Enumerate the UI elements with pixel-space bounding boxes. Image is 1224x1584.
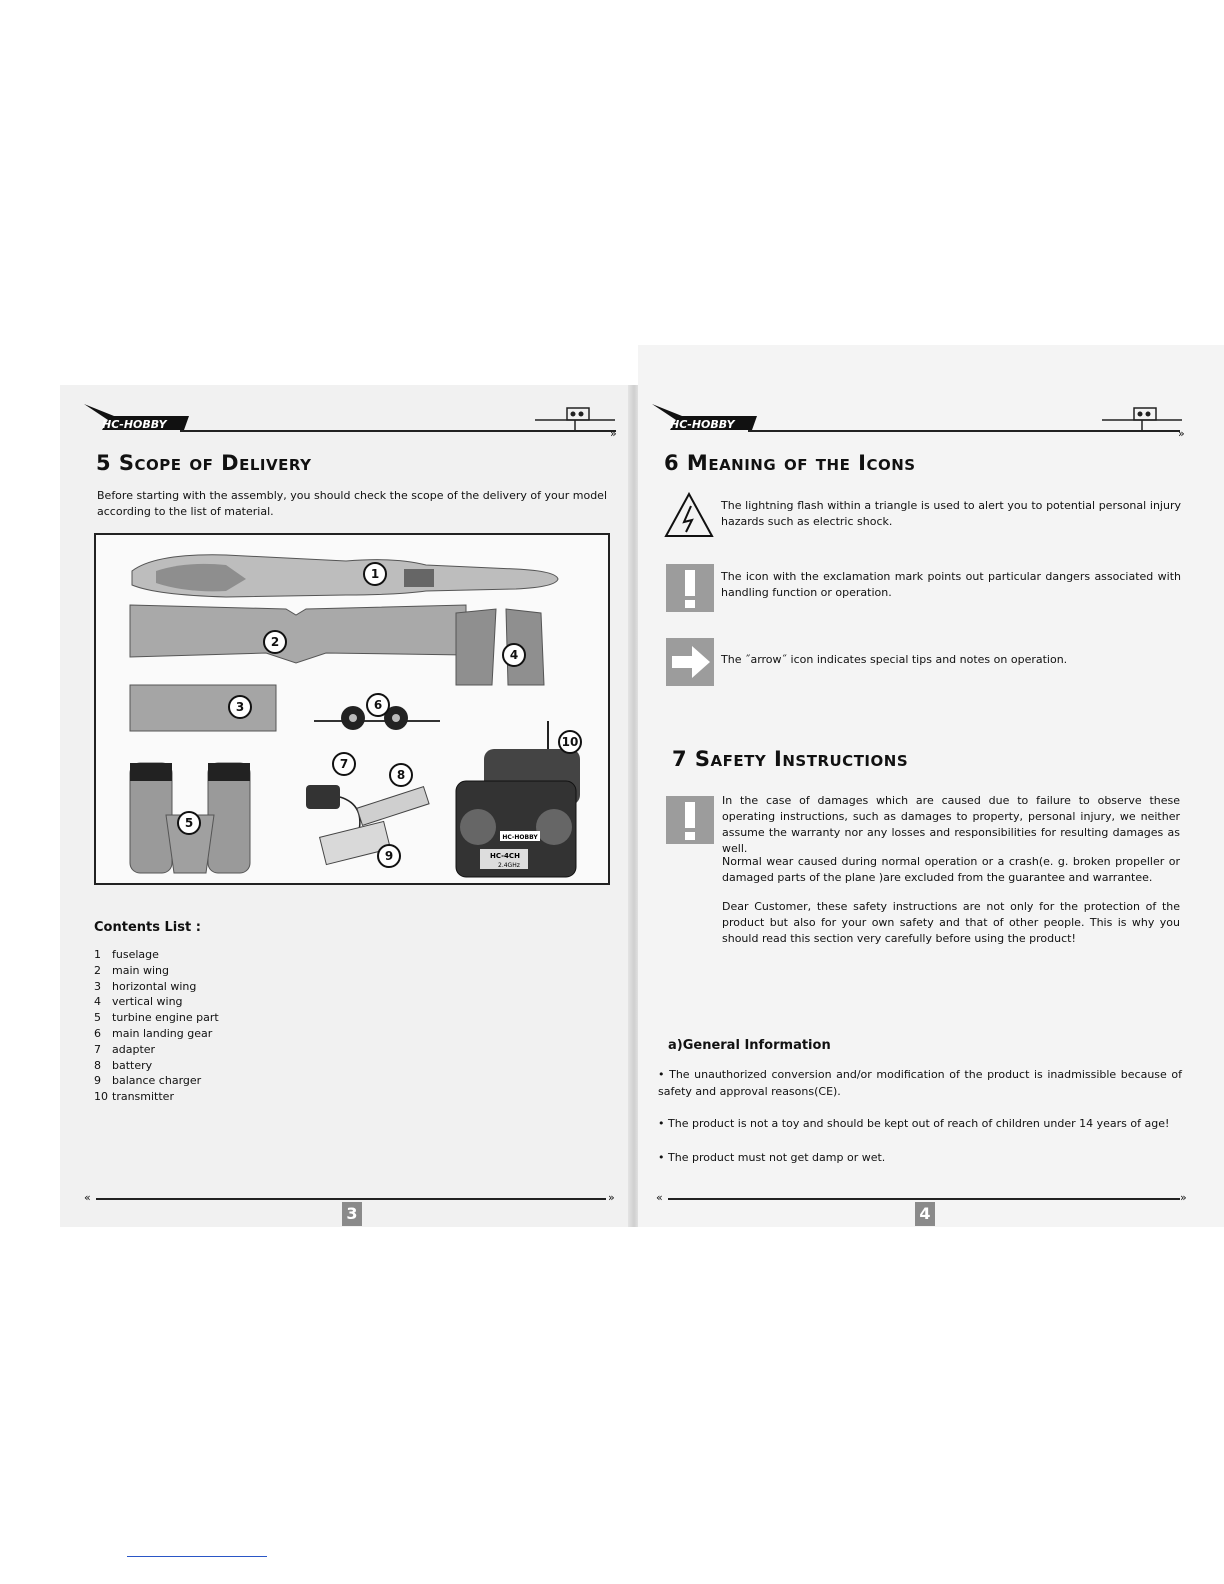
general-information-title: a)General Information <box>668 1038 831 1053</box>
transmitter-brand-label: HC-HOBBY <box>502 834 538 841</box>
list-item: 3 horizontal wing <box>94 979 197 993</box>
callout-9: 9 <box>377 844 401 868</box>
list-item: 1 fuselage <box>94 948 159 961</box>
callout-6: 6 <box>366 693 390 717</box>
scope-intro: Before starting with the assembly, you should check the scope of the delivery of your model according to the list of material. <box>97 489 607 518</box>
list-item: 2 main wing <box>94 963 169 977</box>
section-title-icons: 6 Meaning of the Icons <box>664 451 916 475</box>
list-item: 5 turbine engine part <box>94 1011 219 1025</box>
logo-text-right: HC-HOBBY <box>670 418 735 431</box>
safety-paragraph-1: In the case of damages which are caused due to failure to observe these operating instructions, such as damages to property, personal injury, we neither assume the warranty nor any losses and responsibilities for resulting damages as well. <box>722 794 1180 855</box>
header-arrow-right-2: » <box>1178 427 1185 440</box>
arrow-tip-icon <box>666 638 714 686</box>
icon-text-exclamation: The icon with the exclamation mark points out particular dangers associated with handling function or operation. <box>721 570 1181 599</box>
callout-3: 3 <box>228 695 252 719</box>
left-footer-rule <box>96 1198 606 1200</box>
lightning-warning-icon <box>664 492 714 538</box>
callout-7: 7 <box>332 752 356 776</box>
contents-list <box>94 947 294 1105</box>
section-title-safety: 7 Safety Instructions <box>672 747 909 771</box>
general-bullet-2: • The product is not a toy and should be kept out of reach of children under 14 years of age! <box>658 1117 1170 1130</box>
list-item: 9 balance charger <box>94 1074 202 1088</box>
icon-text-arrow: The ˝arrow˝ icon indicates special tips and notes on operation. <box>721 653 1068 666</box>
left-footer-arrow-right: » <box>608 1191 615 1204</box>
callout-2: 2 <box>263 630 287 654</box>
bottom-rule <box>127 1556 267 1557</box>
list-item: 8 battery <box>94 1058 153 1072</box>
safety-paragraph-2: Normal wear caused during normal operation or a crash(e. g. broken propeller or damaged parts of the plane )are excluded from the guarantee and warrantee. <box>722 855 1180 884</box>
callout-5: 5 <box>177 811 201 835</box>
delivery-parts-illustration <box>96 535 608 883</box>
hc-hobby-logo <box>84 402 194 434</box>
page-number-4: 4 <box>915 1202 935 1226</box>
hc-hobby-logo-right <box>652 402 762 434</box>
callout-4: 4 <box>502 643 526 667</box>
general-bullet-3: • The product must not get damp or wet. <box>658 1151 886 1164</box>
contents-list-title: Contents List : <box>94 920 201 935</box>
exclamation-icon-safety <box>666 796 714 844</box>
list-item: 10 transmitter <box>94 1090 174 1104</box>
icon-text-lightning: The lightning flash within a triangle is used to alert you to potential personal injury hazards such as electric shock. <box>721 499 1181 528</box>
plane-silhouette-icon <box>535 402 615 432</box>
header-arrow-right: » <box>610 427 617 440</box>
transmitter-model-label: HC-4CH <box>490 852 520 860</box>
right-footer-arrow-left: « <box>656 1191 663 1204</box>
right-footer-rule <box>668 1198 1180 1200</box>
transmitter-frequency-label: 2.4GHz <box>498 862 520 869</box>
logo-text: HC-HOBBY <box>102 418 167 431</box>
callout-10: 10 <box>558 730 582 754</box>
list-item: 6 main landing gear <box>94 1026 213 1040</box>
list-item: 7 adapter <box>94 1042 156 1056</box>
exclamation-icon <box>666 564 714 612</box>
delivery-contents-figure <box>94 533 610 885</box>
section-title-scope: 5 Scope of Delivery <box>96 451 312 475</box>
general-bullet-1: • The unauthorized conversion and/or modification of the product is inadmissible because of safety and approval reasons(CE). <box>658 1068 1182 1098</box>
plane-silhouette-icon-right <box>1102 402 1182 432</box>
callout-1: 1 <box>363 562 387 586</box>
callout-8: 8 <box>389 763 413 787</box>
list-item: 4 vertical wing <box>94 995 183 1009</box>
page-number-3: 3 <box>342 1202 362 1226</box>
safety-paragraph-3: Dear Customer, these safety instructions are not only for the protection of the product but also for your own safety and that of other people. This is why you should read this section very carefully before using the product! <box>722 900 1180 945</box>
left-footer-arrow-left: « <box>84 1191 91 1204</box>
right-footer-arrow-right: » <box>1180 1191 1187 1204</box>
